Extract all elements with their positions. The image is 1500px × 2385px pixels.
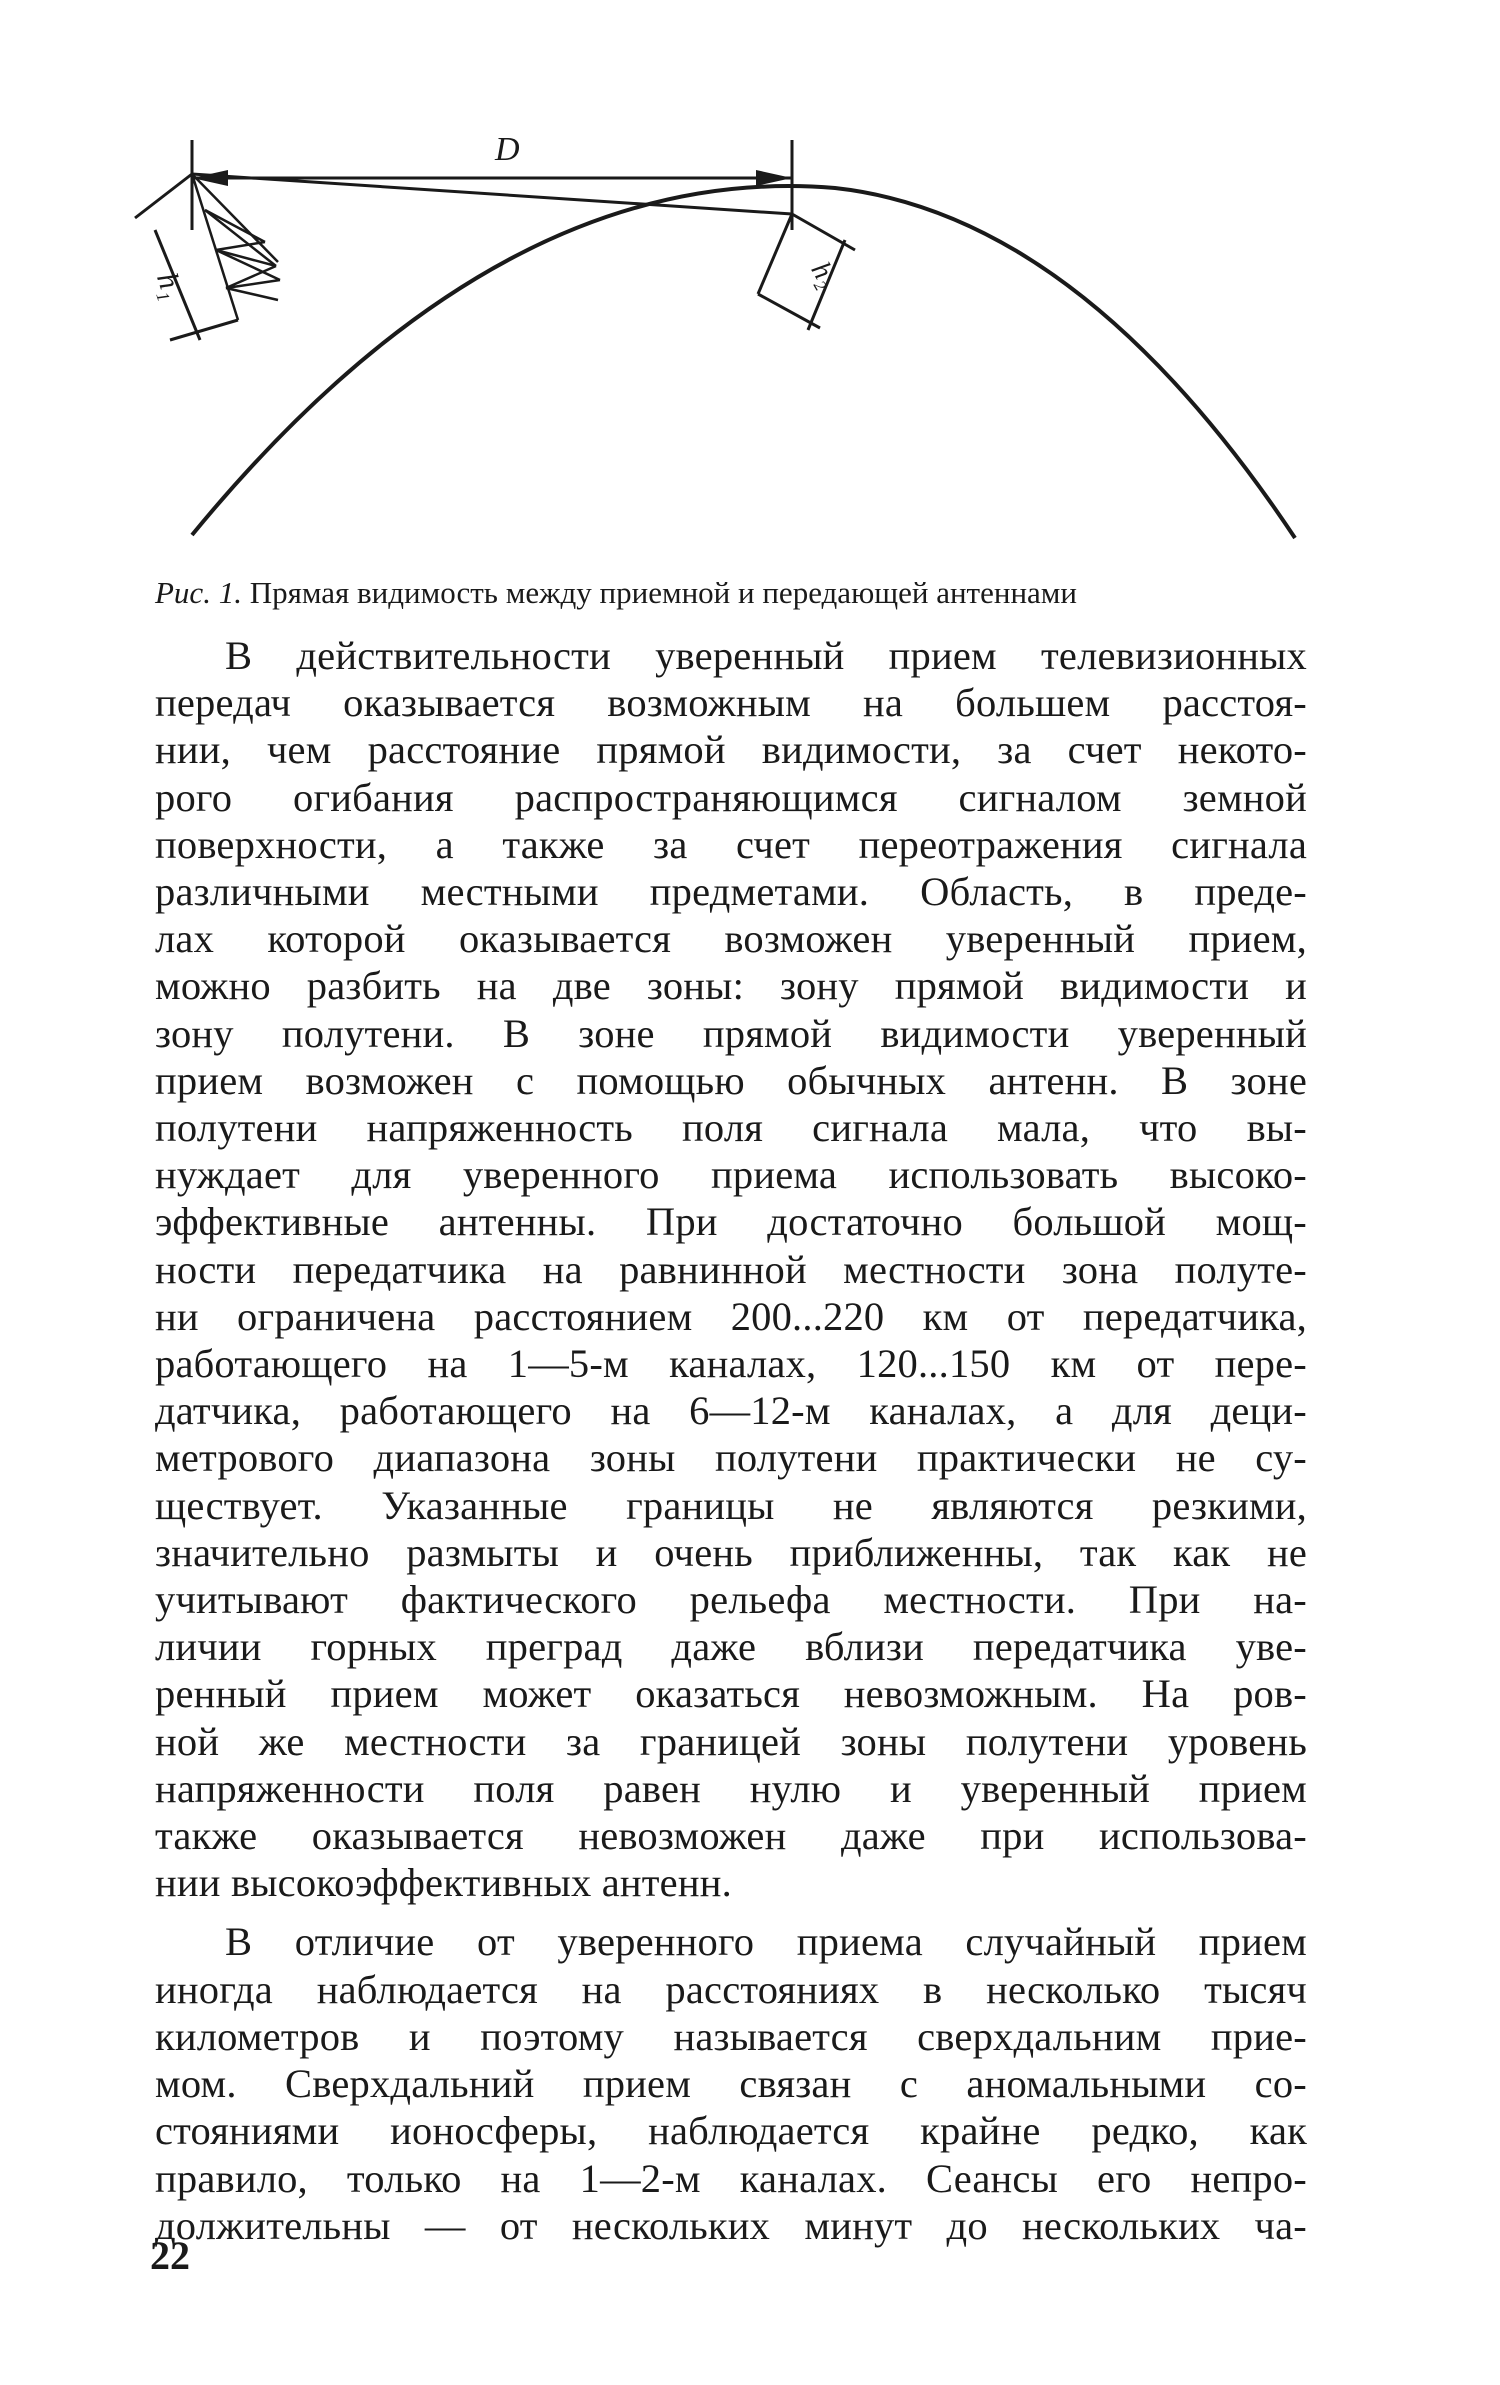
text-line: В действительности уверенный прием телевизионных xyxy=(225,633,1307,678)
text-line: ности передатчика на равнинной местности зона полуте- xyxy=(155,1246,1307,1292)
text-line: километров и поэтому называется сверхдальним прие- xyxy=(155,2013,1307,2059)
paragraph xyxy=(155,1918,1307,2248)
text-line: различными местными предметами. Область, в преде- xyxy=(155,869,1307,915)
text-line: передач оказывается возможным на большем расстоя- xyxy=(155,680,1307,726)
text-line: иногда наблюдается на расстояниях в несколько тысяч xyxy=(155,1966,1307,2012)
receiver-mast xyxy=(758,214,792,294)
text-line: можно разбить на две зоны: зону прямой видимости и xyxy=(155,963,1307,1009)
text-line: прием возможен с помощью обычных антенн. В зоне xyxy=(155,1057,1307,1103)
text-line: правило, только на 1—2-м каналах. Сеансы его непро- xyxy=(155,2155,1307,2201)
paragraph xyxy=(155,632,1307,1906)
text-line: ни ограничена расстоянием 200...220 км от передатчика, xyxy=(155,1293,1307,1339)
text-line: мом. Сверхдальний прием связан с аномальными со- xyxy=(155,2061,1307,2107)
transmitter-tower xyxy=(192,174,280,320)
text-line: должительны — от нескольких минут до нескольких ча- xyxy=(155,2202,1307,2248)
text-line: ной же местности за границей зоны полутени уровень xyxy=(155,1718,1307,1764)
body-text xyxy=(155,632,1307,2261)
text-line: В отличие от уверенного приема случайный прием xyxy=(225,1919,1307,1965)
text-line: метрового диапазона зоны полутени практически не су- xyxy=(155,1435,1307,1481)
text-line: значительно размыты и очень приближенны, так как не xyxy=(155,1529,1307,1575)
page-number: 22 xyxy=(150,2233,190,2278)
text-line: лах которой оказывается возможен уверенный прием, xyxy=(155,916,1307,962)
text-line: личии горных преград даже вблизи передатчика уве- xyxy=(155,1624,1307,1670)
figure-diagram xyxy=(150,131,1320,560)
text-line: полутени напряженность поля сигнала мала, что вы- xyxy=(155,1105,1307,1151)
text-line: датчика, работающего на 6—12-м каналах, а для деци- xyxy=(155,1388,1307,1434)
text-line: ренный прием может оказаться невозможным. На ров- xyxy=(155,1671,1307,1717)
text-line: эффективные антенны. При достаточно большой мощ- xyxy=(155,1199,1307,1245)
caption-label: Рис. 1. xyxy=(155,575,242,610)
figure-caption xyxy=(155,575,1315,611)
text-line: ществует. Указанные границы не являются резкими, xyxy=(155,1482,1307,1528)
text-line: зону полутени. В зоне прямой видимости уверенный xyxy=(155,1010,1307,1056)
text-line: поверхности, а также за счет переотражения сигнала xyxy=(155,821,1307,867)
text-line: работающего на 1—5-м каналах, 120...150 км от пере- xyxy=(155,1341,1307,1387)
text-line: учитывают фактического рельефа местности. При на- xyxy=(155,1577,1307,1623)
text-line: рого огибания распространяющимся сигналом земной xyxy=(155,774,1307,820)
line-of-sight-figure xyxy=(150,131,1320,560)
text-line: нуждает для уверенного приема использовать высоко- xyxy=(155,1152,1307,1198)
caption-text: Прямая видимость между приемной и передающей антеннами xyxy=(249,575,1078,610)
label-d: D xyxy=(495,131,520,168)
label-h1: h₁ xyxy=(150,268,190,304)
earth-surface-arc xyxy=(192,186,1295,538)
text-line: стояниями ионосферы, наблюдается крайне редко, как xyxy=(155,2108,1307,2154)
text-line: нии, чем расстояние прямой видимости, за счет некото- xyxy=(155,727,1307,773)
text-line: напряженности поля равен нулю и уверенный прием xyxy=(155,1765,1307,1811)
text-line: нии высокоэффективных антенн. xyxy=(155,1860,732,1906)
label-h2: h₂ xyxy=(804,256,844,293)
text-line: также оказывается невозможен даже при использова- xyxy=(155,1813,1307,1859)
